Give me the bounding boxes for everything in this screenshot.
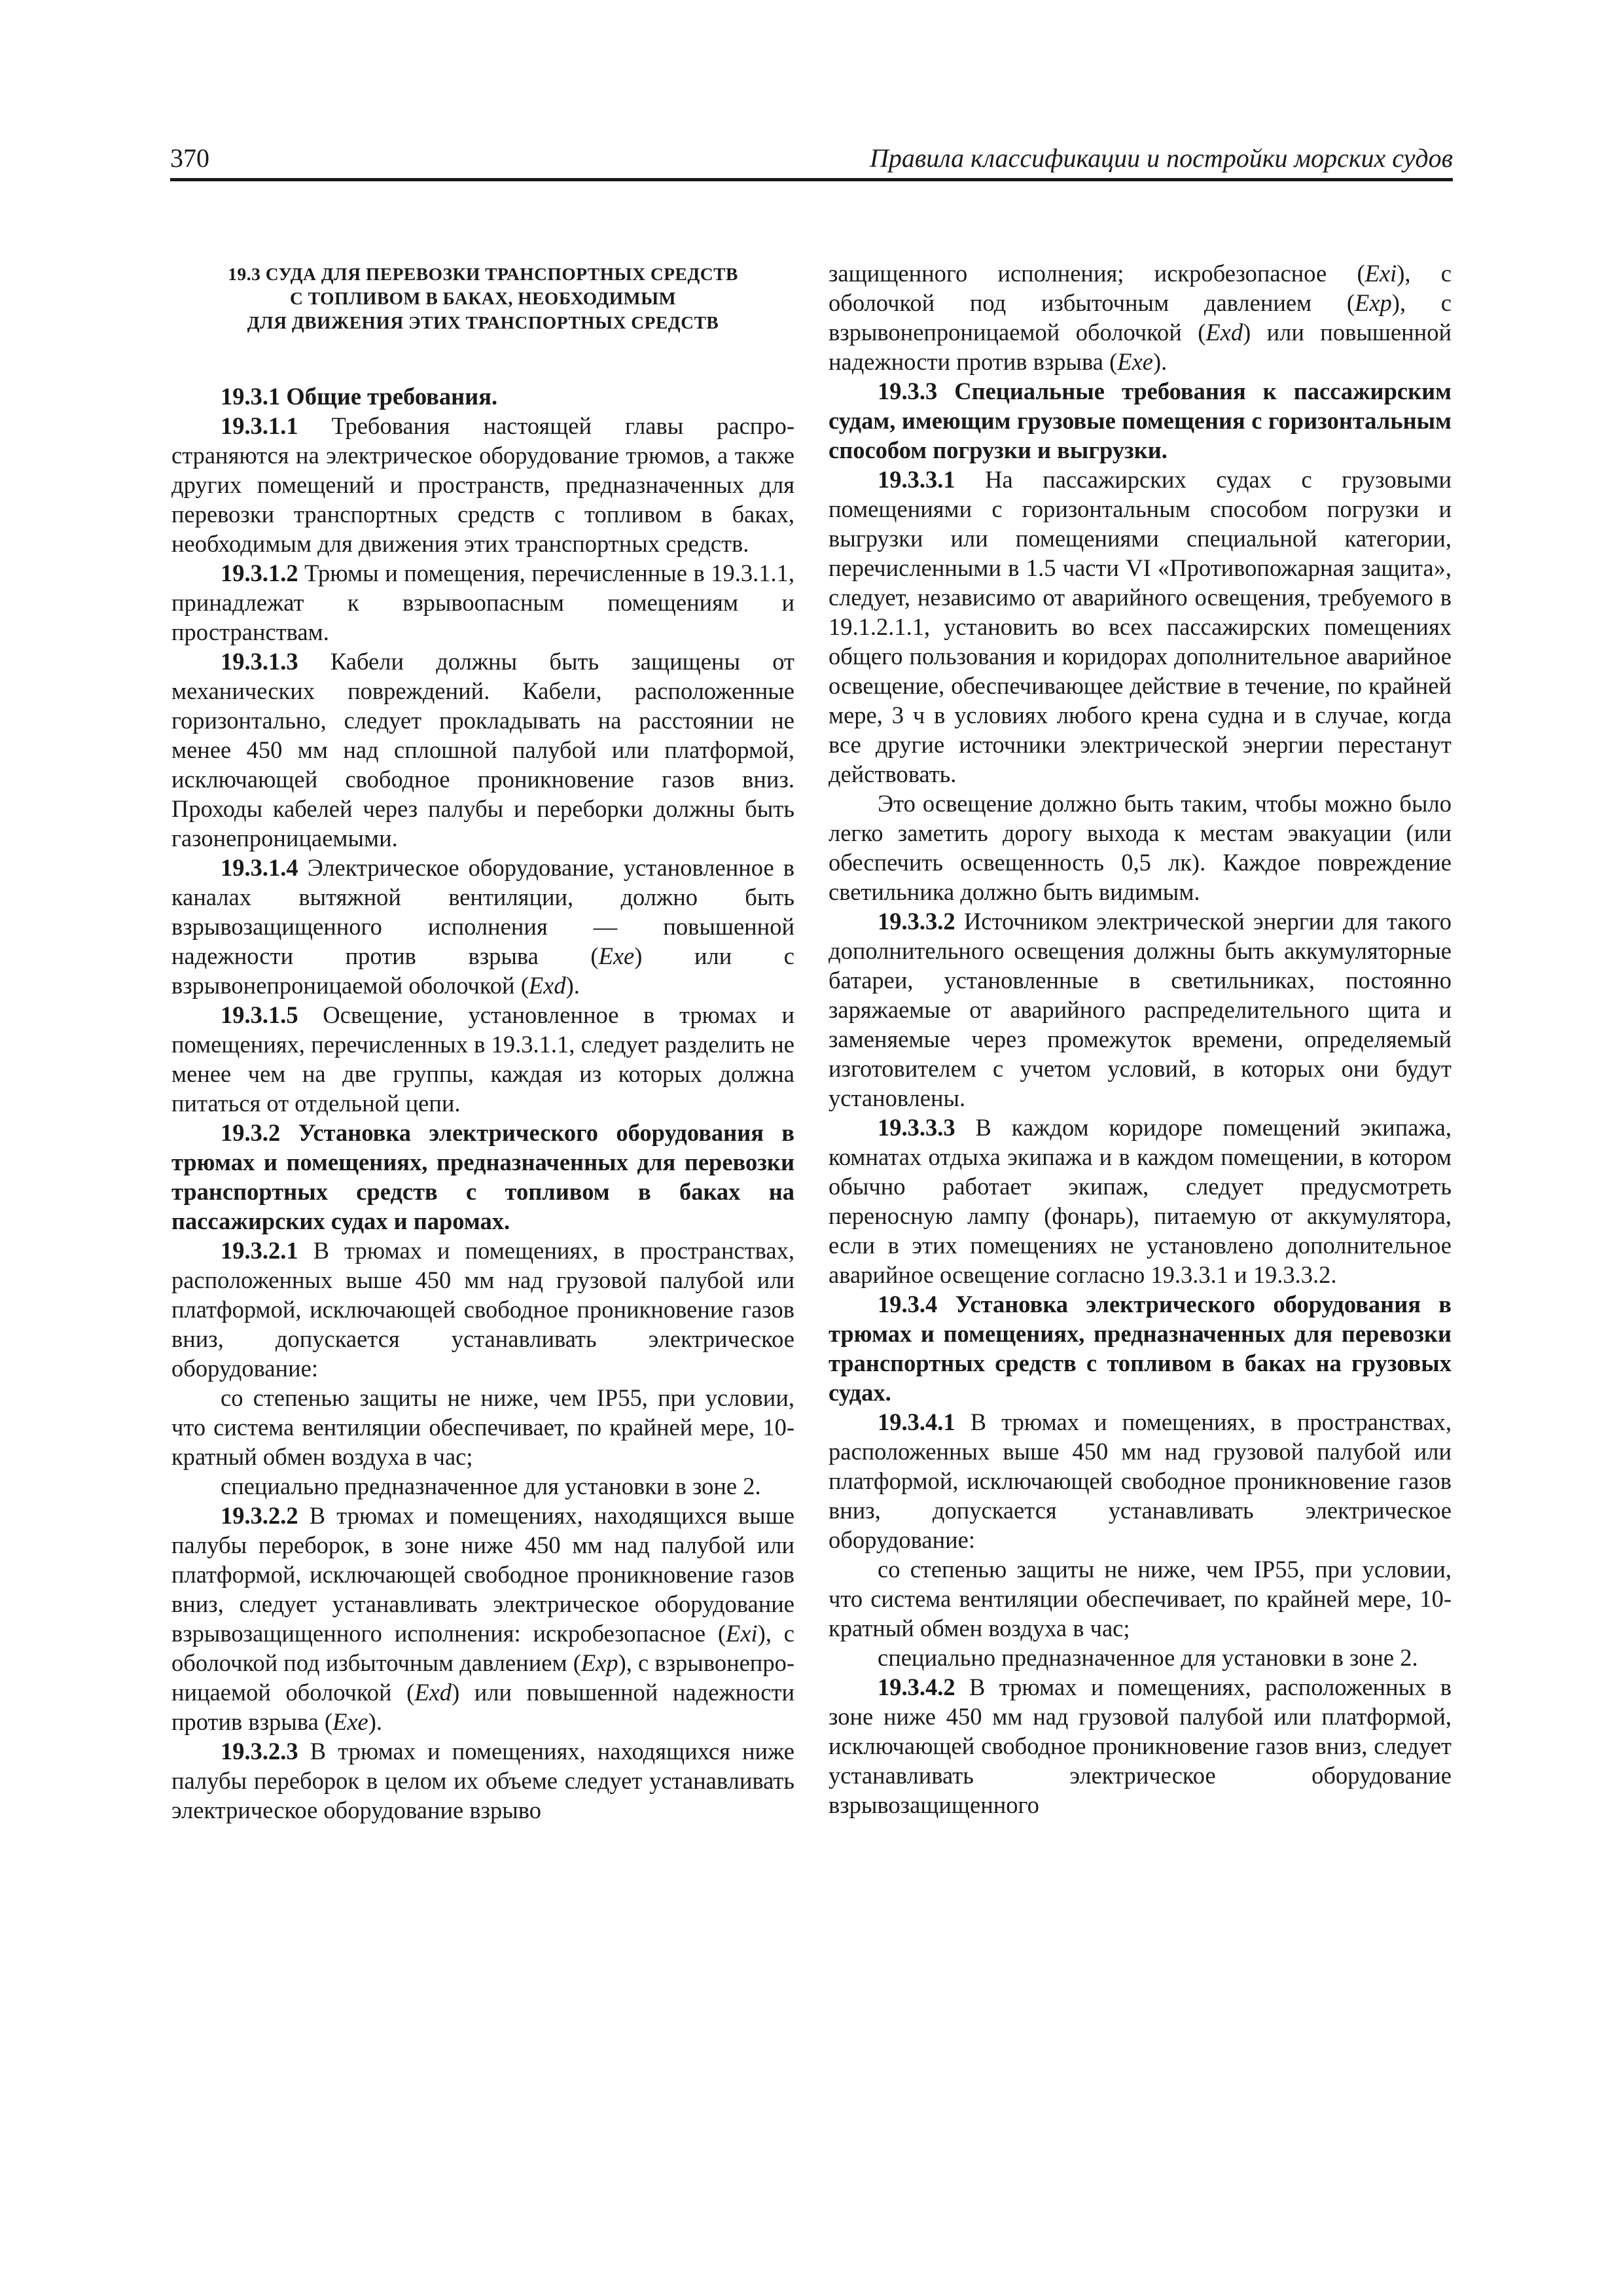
paragraph-19-3-2-1-item-b: специально предназначенное для установки в зоне 2. (221, 1473, 761, 1499)
right-column (829, 259, 1452, 1820)
section-title-line-1: 19.3 СУДА ДЛЯ ПЕРЕВОЗКИ ТРАНСПОРТНЫХ СРЕДСТВ (228, 264, 738, 284)
paragraph-19-3-2-2 (171, 1501, 794, 1736)
clause-text: В трюмах и помещениях, находящихся ниже палубы переборок в целом их объеме следует устанавливать электрическое оборудование взрыво (171, 1738, 794, 1823)
clause-text: ) или с взрывонепроницаемой оболочкой ( (171, 942, 795, 999)
clause-text: Источником электрической энергии для такого дополнительного освещения должны быть аккумуляторные батареи, установленные в светильниках, постоянно заряжаемые от аварийного распределительного щита и заменяемые через промежуток времени, определяемый изготовителем с учетом условий, в которых они будут установлены. (829, 908, 1452, 1111)
clause-number: 19.3.1.5 (221, 1001, 298, 1028)
clause-text: ), с оболочкой под избыточным давлением ( (829, 260, 1452, 316)
paragraph-19-3-3-2 (829, 906, 1452, 1113)
clause-text: ), с взрывонепроницаемой оболочкой ( (171, 1649, 794, 1706)
paragraph-19-3-4-1-item-b: специально предназначенное для установки в зоне 2. (878, 1644, 1418, 1671)
paragraph-19-3-1-2 (171, 558, 794, 647)
code-exe: Exe (598, 942, 635, 969)
paragraph-19-3-2-1 (171, 1236, 794, 1383)
clause-number: 19.3.3.3 (878, 1114, 955, 1141)
clause-text: защищенного исполнения; искробезопасное ( (829, 260, 1365, 287)
paragraph-19-3-3-1-continued: Это освещение должно быть таким, чтобы можно было легко заметить дорогу выхода к местам эвакуации (или обеспечить освещенность 0,5 лк). Каждое повреждение светильника должно быть видимым. (829, 790, 1452, 905)
code-exe: Exe (1117, 348, 1153, 375)
page-number: 370 (170, 143, 209, 173)
paragraph-19-3-4-1-item-a: со степенью защиты не ниже, чем IP55, при условии, что система вентиляции обеспечивает, по крайней мере, 10-кратный обмен воздуха в час; (829, 1556, 1452, 1641)
clause-text: ). (368, 1708, 383, 1735)
clause-text: ) или повышенной надежности против взрыва ( (171, 1679, 795, 1735)
code-exe: Exe (332, 1708, 368, 1735)
paragraph-19-3-4-1 (829, 1407, 1452, 1554)
clause-text: В трюмах и помещениях, расположенных в зоне ниже 450 мм над грузовой палубой или платформой, исключающей свободное проникновение газов вниз, следует устанавливать электрическое оборудование взрывозащищенного (829, 1674, 1452, 1818)
clause-text: ). (565, 972, 580, 999)
paragraph-19-3-1-5 (171, 1000, 794, 1118)
clause-text: Электрическое оборудование, установленное в каналах вытяжной вентиляции, должно быть взрывозащищенного исполнения — повышенной надежности против взрыва ( (171, 854, 794, 969)
paragraph-19-3-3-3 (829, 1113, 1452, 1289)
section-title-line-3: ДЛЯ ДВИЖЕНИЯ ЭТИХ ТРАНСПОРТНЫХ СРЕДСТВ (247, 312, 719, 332)
clause-number: 19.3.1.3 (221, 648, 298, 675)
clause-text: ) или повышенной надежности против взрыва ( (829, 319, 1452, 375)
clause-text: В трюмах и помещениях, в пространствах, расположенных выше 450 мм над грузовой палубой или платформой, исключающей свободное проникновение газов вниз, допускается устанавливать электрическое оборудование: (171, 1237, 794, 1382)
clause-number: 19.3.1.2 (221, 560, 298, 586)
clause-text: ), с оболочкой под избыточным давлением ( (171, 1620, 794, 1676)
clause-number: 19.3.4.2 (878, 1674, 955, 1700)
paragraph-19-3-3-1 (829, 465, 1452, 789)
clause-number: 19.3.2.2 (221, 1502, 298, 1529)
code-exi: Exi (726, 1620, 758, 1647)
header-rule (170, 178, 1453, 181)
paragraph-19-3-1-4 (171, 853, 794, 1000)
clause-number: 19.3.1.1 (221, 412, 298, 439)
code-exi: Exi (1364, 260, 1397, 287)
clause-number: 19.3.3.1 (878, 466, 955, 493)
heading-19-3-1: 19.3.1 Общие требования. (221, 383, 498, 410)
code-exd: Exd (1205, 319, 1243, 346)
paragraph-19-3-1-1 (171, 411, 794, 558)
clause-text: Требования настоящей главы распространяются на электрическое оборудование трюмов, а также других помещений и пространств, предназначенных для перевозки транспортных средств с топливом в баках, необходимым для движения этих транспортных средств. (171, 412, 794, 557)
paragraph-19-3-1-3 (171, 647, 794, 853)
clause-text: В трюмах и помещениях, находящихся выше палубы переборок, в зоне ниже 450 мм над палубой или платформой, исключающей свободное проникновение газов вниз, следует устанавливать электрическое оборудование взрывозащищенного исполнения: искробезопасное ( (171, 1502, 794, 1647)
clause-text: ). (1152, 348, 1168, 375)
paragraph-19-3-2-1-item-a: со степенью защиты не ниже, чем IP55, при условии, что система вентиляции обеспечивает, по крайней мере, 10-кратный обмен воздуха в час; (171, 1384, 794, 1470)
paragraph-19-3-2-3-continued (829, 259, 1452, 376)
clause-text: Трюмы и помещения, перечисленные в 19.3.1.1, принадлежат к взрывоопасным помещениям и пространствам. (171, 560, 794, 645)
clause-text: На пассажирских судах с грузовыми помещениями с горизонтальным способом погрузки и выгрузки или помещениями специальной категории, перечисленными в 1.5 части VI «Противопожарная защита», следует, независимо от аварийного освещения, требуемого в 19.1.2.1.1, установить во всех пассажирских помещениях общего пользования и коридорах дополнительное аварийное освещение, обеспечивающее действие в течение, по крайней мере, 3 ч в условиях любого крена судна и в случае, когда все другие источники электрической энергии перестанут действовать. (829, 466, 1452, 787)
clause-text: Освещение, установленное в трюмах и помещениях, перечисленных в 19.3.1.1, следует разделить не менее чем на две группы, каждая из которых должна питаться от отдельной цепи. (171, 1001, 794, 1117)
paragraph-19-3-4-2 (829, 1672, 1452, 1820)
code-exd: Exd (414, 1679, 452, 1706)
code-exp: Exp (580, 1649, 618, 1676)
clause-number: 19.3.3.2 (878, 908, 955, 935)
clause-number: 19.3.2.1 (221, 1237, 298, 1264)
clause-text: ), с взрывонепроницаемой оболочкой ( (829, 289, 1452, 346)
heading-19-3-3: 19.3.3 Специальные требования к пассажирским судам, имеющим грузовые помещения с горизонтальным способом погрузки и выгрузки. (829, 378, 1452, 463)
section-title (171, 262, 794, 334)
clause-number: 19.3.2.3 (221, 1738, 298, 1765)
code-exd: Exd (528, 972, 566, 999)
clause-text: Кабели должны быть защищены от механических повреждений. Кабели, расположенные горизонтально, следует прокладывать на расстоянии не менее 450 мм над сплошной палубой или платформой, исключающей свободное проникновение газов вниз. Проходы кабелей через палубы и переборки должны быть газонепроницаемыми. (171, 648, 794, 852)
clause-text: В трюмах и помещениях, в пространствах, расположенных выше 450 мм над грузовой палубой или платформой, исключающей свободное проникновение газов вниз, допускается устанавливать электрическое оборудование: (829, 1408, 1452, 1553)
heading-19-3-2: 19.3.2 Установка электрического оборудования в трюмах и помещениях, предназначенных для перевозки транспортных средств с топливом в баках на пассажирских судах и паромах. (171, 1119, 794, 1234)
paragraph-19-3-2-3 (171, 1736, 794, 1825)
clause-text: В каждом коридоре помещений экипажа, комнатах отдыха экипажа и в каждом помещении, в котором обычно работает экипаж, следует предусмотреть переносную лампу (фонарь), питаемую от аккумулятора, если в этих помещениях не установлено дополнительное аварийное освещение согласно 19.3.3.1 и 19.3.3.2. (829, 1114, 1452, 1288)
code-exp: Exp (1355, 289, 1392, 316)
running-title: Правила классификации и постройки морских судов (869, 143, 1453, 173)
clause-number: 19.3.1.4 (221, 854, 298, 881)
heading-19-3-4: 19.3.4 Установка электрического оборудования в трюмах и помещениях, предназначенных для перевозки транспортных средств с топливом в баках на грузовых судах. (829, 1291, 1452, 1406)
section-title-line-2: С ТОПЛИВОМ В БАКАХ, НЕОБХОДИМЫМ (289, 288, 677, 308)
left-column (171, 255, 794, 1825)
clause-number: 19.3.4.1 (878, 1408, 955, 1435)
